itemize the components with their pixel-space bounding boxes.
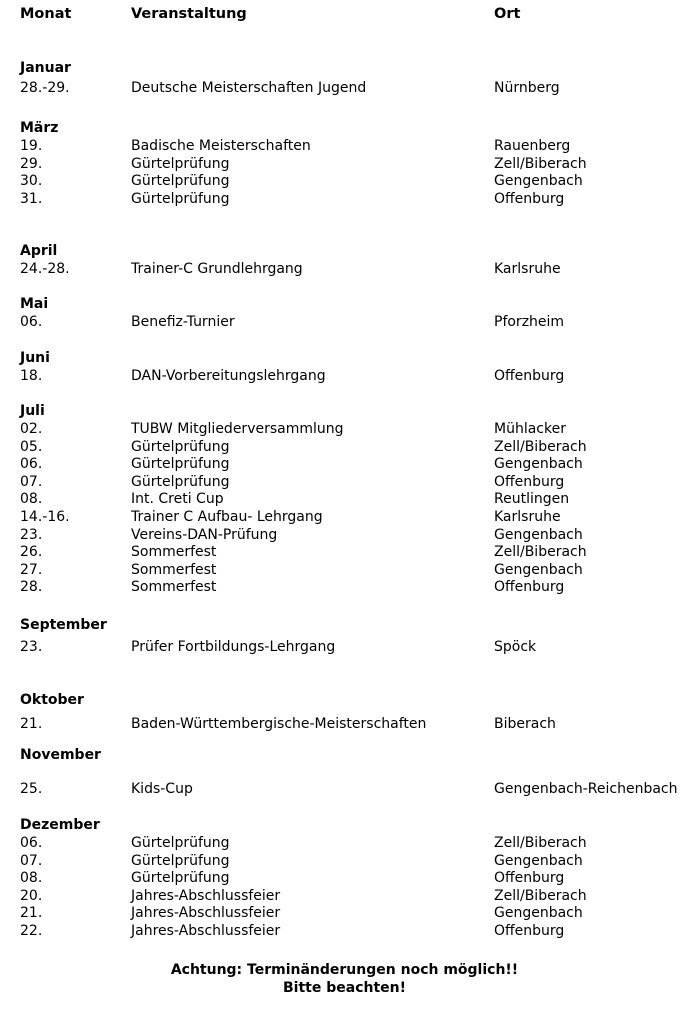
event-name: Jahres-Abschlussfeier (131, 887, 281, 904)
event-place: Gengenbach (494, 905, 583, 922)
header-ort: Ort (494, 6, 521, 22)
event-row (0, 905, 689, 923)
event-name: Sommerfest (131, 544, 217, 561)
event-place: Spöck (494, 639, 537, 655)
event-place: Gengenbach-Reichenbach (494, 781, 678, 797)
event-date: 02. (20, 421, 43, 437)
event-place: Zell/Biberach (494, 887, 587, 904)
event-row (0, 509, 689, 527)
event-row (0, 853, 689, 871)
event-place: Pforzheim (494, 314, 565, 330)
event-place: Offenburg (494, 473, 565, 490)
event-date: 08. (20, 870, 43, 887)
event-place: Offenburg (494, 579, 565, 596)
event-name: Jahres-Abschlussfeier (131, 905, 281, 922)
event-row (0, 156, 689, 174)
event-date: 21. (20, 905, 43, 922)
event-row (0, 456, 689, 474)
event-date: 14.-16. (20, 509, 70, 525)
month-heading: Mai (20, 296, 49, 312)
event-place: Gengenbach (494, 852, 583, 869)
event-row (0, 639, 689, 657)
event-date: 30. (20, 173, 43, 190)
event-row (0, 544, 689, 562)
event-place: Zell/Biberach (494, 544, 587, 561)
event-row (0, 261, 689, 279)
event-date: 28. (20, 579, 43, 596)
event-row (0, 138, 689, 156)
event-row (0, 173, 689, 191)
event-date: 27. (20, 561, 43, 578)
event-date: 31. (20, 190, 43, 207)
event-place: Zell/Biberach (494, 438, 587, 455)
event-row (0, 870, 689, 888)
event-name: Trainer-C Grundlehrgang (131, 261, 303, 277)
event-name: Jahres-Abschlussfeier (131, 923, 281, 939)
event-name: Prüfer Fortbildungs-Lehrgang (131, 639, 336, 655)
event-name: Int. Creti Cup (131, 491, 224, 508)
event-name: Gürtelprüfung (131, 155, 230, 172)
event-date: 18. (20, 368, 43, 384)
event-date: 26. (20, 544, 43, 561)
event-name: Gürtelprüfung (131, 456, 230, 473)
event-place: Zell/Biberach (494, 155, 587, 172)
event-place: Karlsruhe (494, 261, 561, 277)
event-row (0, 923, 689, 941)
month-heading: April (20, 243, 58, 259)
event-date: 25. (20, 781, 43, 797)
event-row (0, 491, 689, 509)
event-name: Gürtelprüfung (131, 190, 230, 207)
event-place: Offenburg (494, 923, 565, 939)
event-row (0, 191, 689, 209)
event-date: 07. (20, 852, 43, 869)
event-place: Karlsruhe (494, 509, 561, 525)
event-name: Deutsche Meisterschaften Jugend (131, 80, 367, 96)
event-date: 24.-28. (20, 261, 70, 277)
event-place: Offenburg (494, 368, 565, 384)
month-heading: März (20, 120, 59, 136)
event-date: 06. (20, 835, 43, 851)
event-date: 29. (20, 155, 43, 172)
event-date: 05. (20, 438, 43, 455)
event-name: Gürtelprüfung (131, 173, 230, 190)
event-name: Gürtelprüfung (131, 473, 230, 490)
event-row (0, 835, 689, 853)
event-name: Gürtelprüfung (131, 870, 230, 887)
event-place: Nürnberg (494, 80, 560, 96)
event-place: Offenburg (494, 190, 565, 207)
event-name: TUBW Mitgliederversammlung (131, 421, 344, 437)
event-row (0, 562, 689, 580)
event-date: 21. (20, 716, 43, 732)
event-date: 23. (20, 526, 43, 543)
event-name: Sommerfest (131, 579, 217, 596)
notice-line-2: Bitte beachten! (283, 980, 406, 996)
event-place: Gengenbach (494, 561, 583, 578)
month-heading: Juli (20, 403, 45, 419)
event-place: Mühlacker (494, 421, 566, 437)
event-row (0, 80, 689, 98)
event-row (0, 439, 689, 457)
event-row (0, 368, 689, 386)
event-name: Badische Meisterschaften (131, 138, 311, 154)
month-heading: Januar (20, 60, 71, 76)
event-date: 06. (20, 456, 43, 473)
event-name: Gürtelprüfung (131, 835, 230, 851)
event-place: Gengenbach (494, 173, 583, 190)
event-date: 07. (20, 473, 43, 490)
event-place: Gengenbach (494, 456, 583, 473)
event-row (0, 314, 689, 332)
event-name: Gürtelprüfung (131, 438, 230, 455)
event-place: Biberach (494, 716, 556, 732)
event-name: Trainer C Aufbau- Lehrgang (131, 509, 323, 525)
event-row (0, 579, 689, 597)
header-monat: Monat (20, 6, 72, 22)
event-name: Benefiz-Turnier (131, 314, 235, 330)
event-row (0, 527, 689, 545)
event-date: 23. (20, 639, 43, 655)
event-row (0, 716, 689, 734)
event-place: Zell/Biberach (494, 835, 587, 851)
month-heading: Oktober (20, 692, 84, 708)
event-row (0, 888, 689, 906)
event-date: 20. (20, 887, 43, 904)
header-veranstaltung: Veranstaltung (131, 6, 247, 22)
event-row (0, 421, 689, 439)
event-row (0, 781, 689, 799)
event-row (0, 474, 689, 492)
month-heading: November (20, 747, 101, 763)
event-date: 06. (20, 314, 43, 330)
notice-line-1: Achtung: Terminänderungen noch möglich!! (170, 962, 519, 978)
event-name: DAN-Vorbereitungslehrgang (131, 368, 326, 384)
event-place: Gengenbach (494, 526, 583, 543)
event-place: Offenburg (494, 870, 565, 887)
event-date: 19. (20, 138, 43, 154)
month-heading: Dezember (20, 817, 100, 833)
event-date: 22. (20, 923, 43, 939)
event-name: Gürtelprüfung (131, 852, 230, 869)
event-place: Reutlingen (494, 491, 570, 508)
event-name: Baden-Württembergische-Meisterschaften (131, 716, 427, 732)
month-heading: Juni (20, 350, 50, 366)
month-heading: September (20, 617, 107, 633)
event-date: 08. (20, 491, 43, 508)
event-name: Kids-Cup (131, 781, 193, 797)
event-name: Vereins-DAN-Prüfung (131, 526, 278, 543)
event-name: Sommerfest (131, 561, 217, 578)
event-place: Rauenberg (494, 138, 571, 154)
event-date: 28.-29. (20, 80, 70, 96)
